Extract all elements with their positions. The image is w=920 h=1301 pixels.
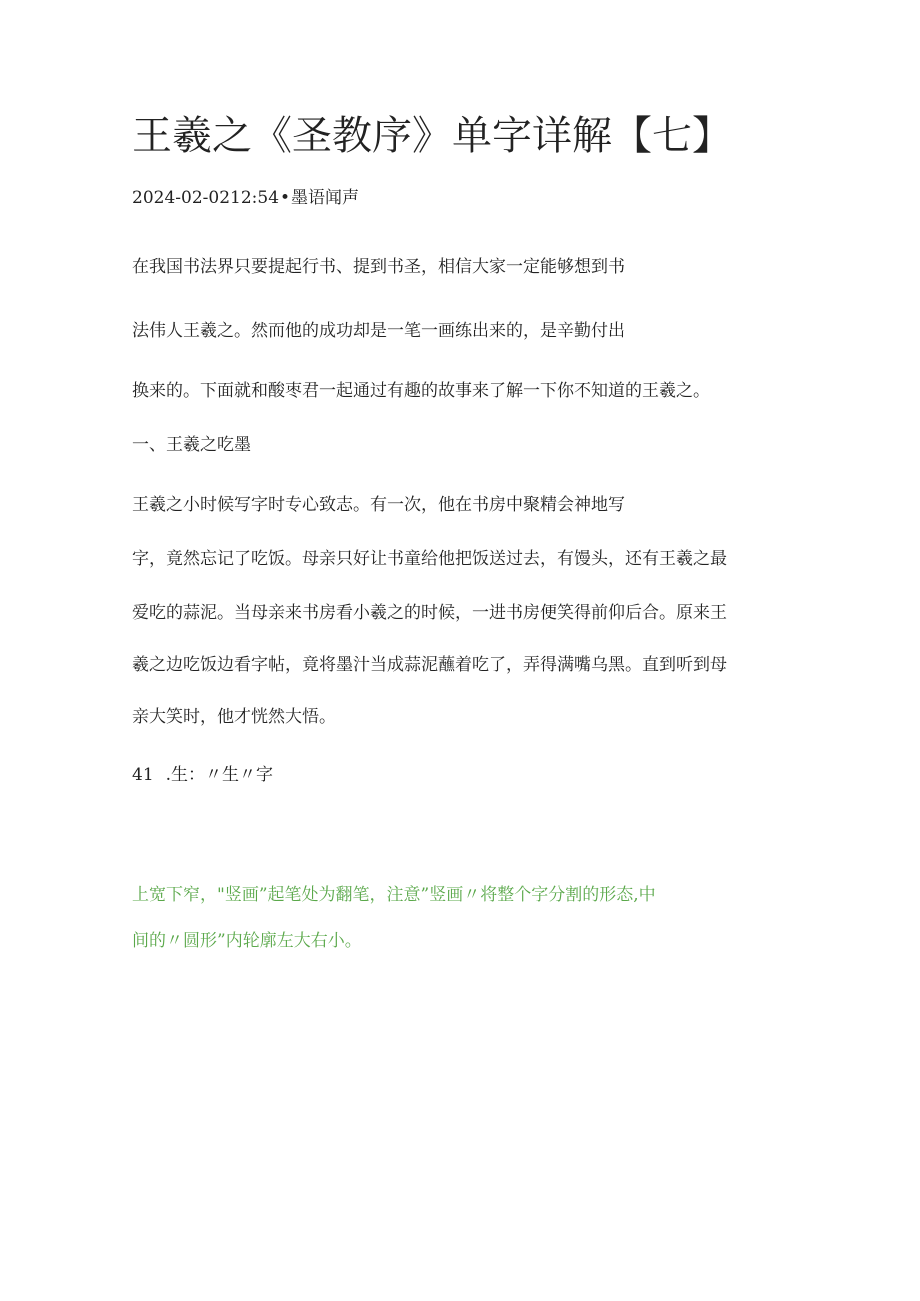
story-line: 羲之边吃饭边看字帖，竟将墨汁当成蒜泥蘸着吃了，弄得满嘴乌黑。直到听到母 — [132, 655, 727, 675]
item-text: .生：〃生〃字 — [165, 765, 274, 785]
note-line: 间的〃圆形”内轮廓左大右小。 — [132, 931, 362, 951]
note-line: 上宽下窄，"竖画”起笔处为翻笔，注意”竖画〃将整个字分割的形态,中 — [132, 885, 656, 905]
intro-line: 在我国书法界只要提起行书、提到书圣，相信大家一定能够想到书 — [132, 257, 625, 277]
publish-date: 2024-02-0212:54 — [132, 188, 280, 208]
story-line: 字，竟然忘记了吃饭。母亲只好让书童给他把饭送过去，有馒头，还有王羲之最 — [132, 549, 727, 569]
meta-separator: • — [280, 188, 291, 208]
article-meta — [132, 186, 359, 210]
item-number: 41 — [132, 765, 154, 785]
story-line: 王羲之小时候写字时专心致志。有一次，他在书房中聚精会神地写 — [132, 495, 625, 515]
character-item-heading — [132, 762, 273, 788]
article-source: 墨语闻声 — [291, 188, 360, 208]
story-line: 爱吃的蒜泥。当母亲来书房看小羲之的时候，一进书房便笑得前仰后合。原来王 — [132, 603, 727, 623]
intro-line: 换来的。下面就和酸枣君一起通过有趣的故事来了解一下你不知道的王羲之。 — [132, 381, 710, 401]
intro-line: 法伟人王羲之。然而他的成功却是一笔一画练出来的，是辛勤付出 — [132, 321, 625, 341]
article-title: 王羲之《圣教序》单字详解【七】 — [132, 113, 732, 159]
section-heading: 一、王羲之吃墨 — [132, 435, 251, 455]
story-line: 亲大笑时，他才恍然大悟。 — [132, 707, 336, 727]
